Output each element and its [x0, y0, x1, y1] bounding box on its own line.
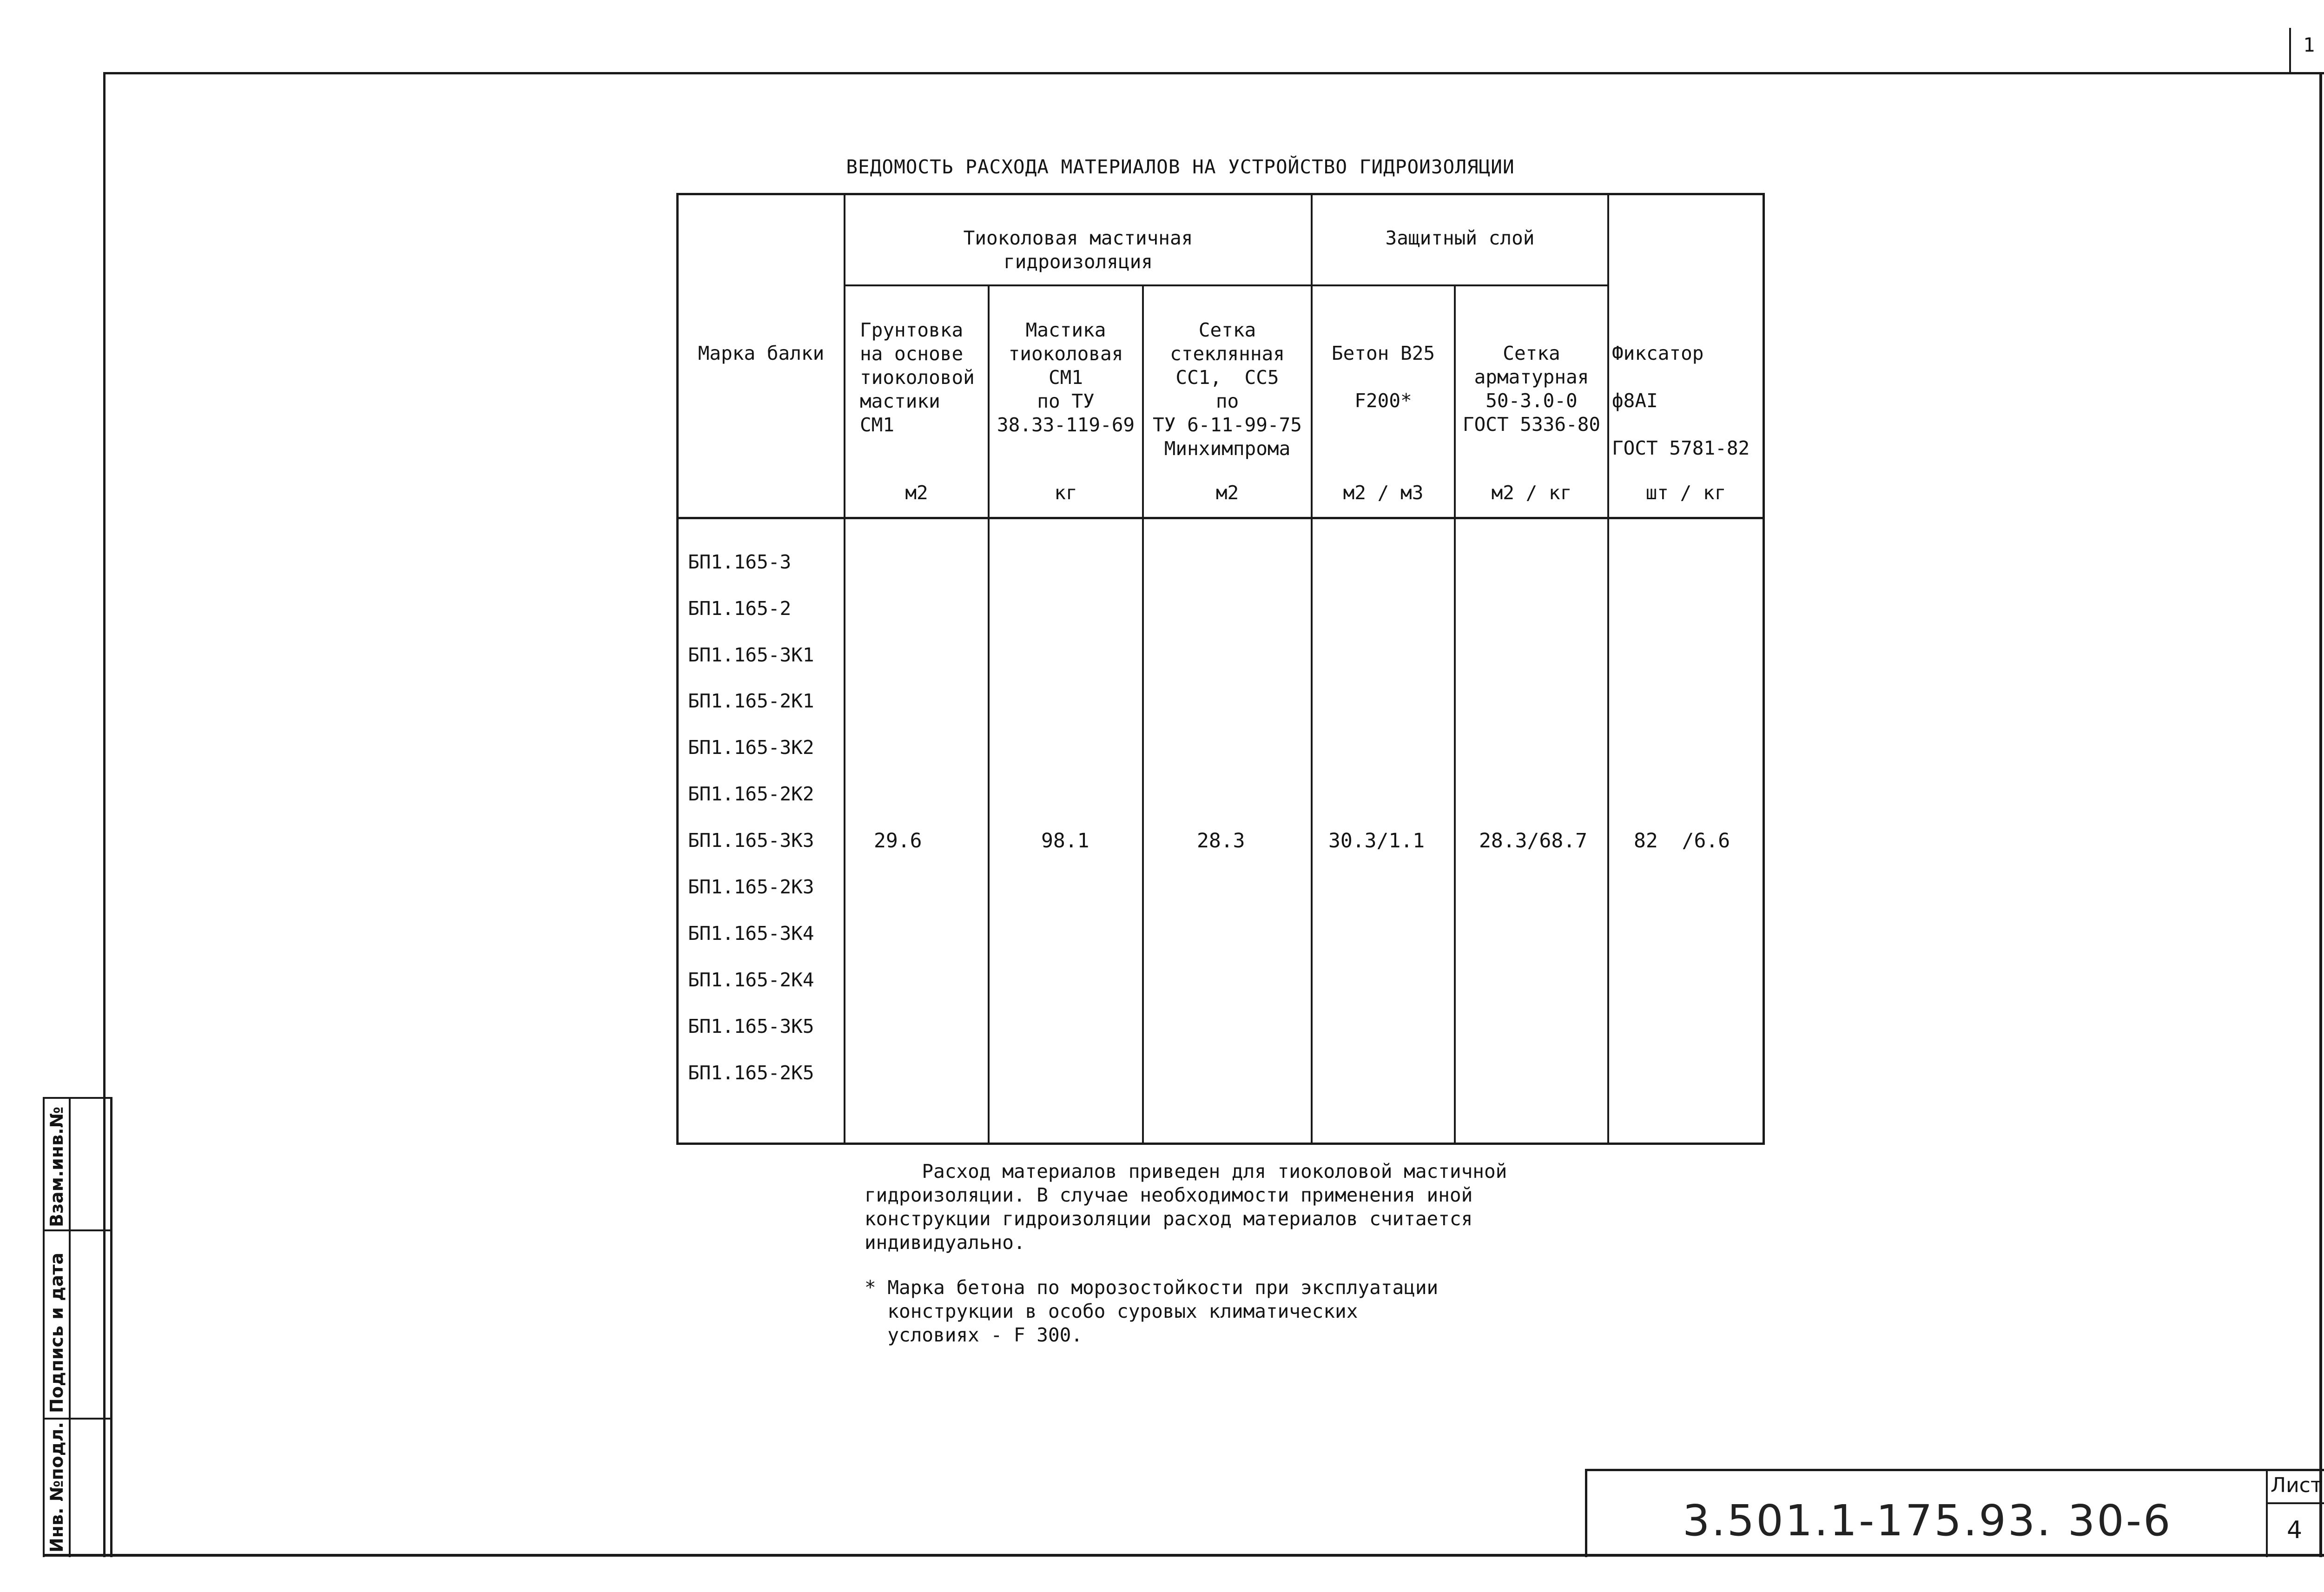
label-swap-inv: Взам.инв.№	[46, 1106, 67, 1227]
value-mastic: 98.1	[1041, 829, 1089, 852]
value-concrete: 30.3/1.1	[1328, 829, 1425, 852]
list-item: БП1.165-3	[688, 551, 792, 573]
note-main: Расход материалов приведен для тиоколовой мастичной гидроизоляции. В случае необходимости применения иной конструкции гидроизоляции расход материалов считается индивидуально.	[865, 1160, 1507, 1254]
value-glass-mesh: 28.3	[1197, 829, 1245, 852]
list-item: БП1.165-2К1	[688, 690, 814, 712]
header-group-thiokol: Тиоколовая мастичная гидроизоляция	[963, 227, 1193, 273]
header-brand: Марка балки	[698, 342, 825, 364]
header-mastic: Мастика тиоколовая СМ1 по ТУ 38.33-119-69	[997, 319, 1135, 436]
header-rebar-mesh: Сетка арматурная 50-3.0-0 ГОСТ 5336-80	[1462, 342, 1601, 436]
header-group-protective: Защитный слой	[1385, 227, 1535, 249]
list-item: БП1.165-2К3	[688, 876, 814, 898]
header-glass-mesh: Сетка стеклянная СС1, СС5 по ТУ 6-11-99-75 Минхимпрома	[1153, 319, 1302, 460]
list-item: БП1.165-3К3	[688, 829, 814, 852]
label-sign-date: Подпись и дата	[46, 1252, 67, 1413]
label-inv-original: Инв. №подл.	[46, 1422, 67, 1552]
unit-mastic: кг	[1054, 482, 1077, 504]
document-code: 3.501.1-175.93. 30-6	[1683, 1496, 2172, 1546]
list-item: БП1.165-2К5	[688, 1062, 814, 1084]
unit-fixator: шт / кг	[1645, 482, 1726, 504]
list-item: БП1.165-2К4	[688, 969, 814, 991]
sheet-label: Лист	[2271, 1473, 2323, 1497]
list-item: БП1.165-3К4	[688, 922, 814, 945]
page-title: ВЕДОМОСТЬ РАСХОДА МАТЕРИАЛОВ НА УСТРОЙСТВО ГИДРОИЗОЛЯЦИИ	[846, 156, 1515, 178]
list-item: БП1.165-2К2	[688, 783, 814, 805]
header-concrete: Бетон В25 F200*	[1331, 342, 1435, 412]
list-item: БП1.165-3К2	[688, 736, 814, 759]
note-footnote: * Марка бетона по морозостойкости при эксплуатации конструкции в особо суровых климатических условиях - F 300.	[865, 1276, 1439, 1346]
list-item: БП1.165-3К1	[688, 644, 814, 666]
unit-primer: м2	[905, 482, 928, 504]
page-number: 1	[2303, 33, 2315, 56]
list-item: БП1.165-3К5	[688, 1015, 814, 1037]
list-item: БП1.165-2	[688, 597, 792, 620]
header-fixator: Фиксатор ф8АI ГОСТ 5781-82	[1612, 342, 1750, 459]
unit-glass-mesh: м2	[1215, 482, 1239, 504]
sheet-number: 4	[2287, 1516, 2303, 1544]
unit-rebar-mesh: м2 / кг	[1491, 482, 1572, 504]
header-primer: Грунтовка на основе тиоколовой мастики СМ1	[860, 319, 975, 436]
value-rebar-mesh: 28.3/68.7	[1479, 829, 1587, 852]
unit-concrete: м2 / м3	[1343, 482, 1424, 504]
value-fixator: 82 /6.6	[1634, 829, 1730, 852]
value-primer: 29.6	[874, 829, 922, 852]
